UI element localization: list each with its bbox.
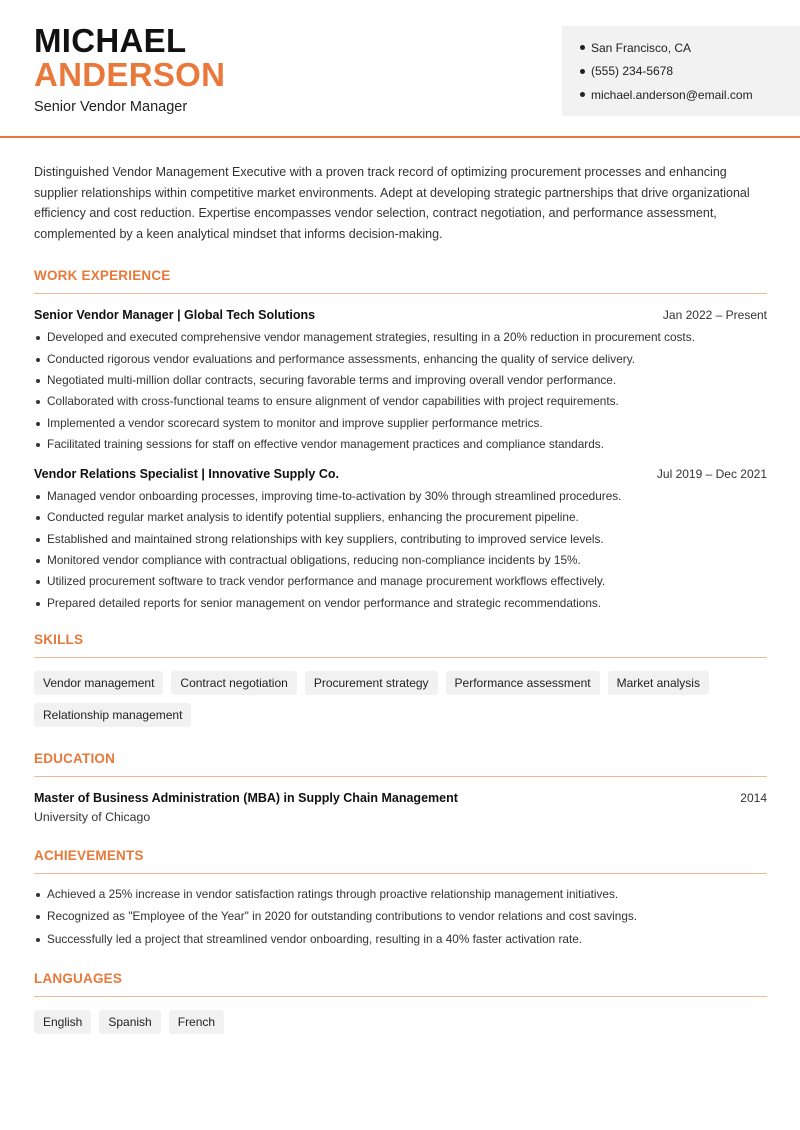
list-item: Successfully led a project that streamlined vendor onboarding, resulting in a 40% faster activation rate. bbox=[34, 931, 767, 954]
section-title-education: EDUCATION bbox=[34, 751, 767, 777]
education-section bbox=[34, 751, 767, 824]
contact-email-text[interactable]: michael.anderson@email.com bbox=[591, 87, 753, 102]
list-item: Facilitated training sessions for staff on effective vendor management practices and compliance standards. bbox=[34, 436, 767, 457]
skills-tags bbox=[34, 671, 767, 727]
list-item: Utilized procurement software to track vendor performance and manage procurement workflows effectively. bbox=[34, 573, 767, 594]
resume-header bbox=[0, 0, 800, 138]
language-tag: Spanish bbox=[99, 1010, 160, 1034]
contact-location bbox=[580, 36, 800, 60]
section-title-skills: SKILLS bbox=[34, 632, 767, 658]
list-item: Prepared detailed reports for senior management on vendor performance and strategic recommendations. bbox=[34, 595, 767, 616]
achievements-list bbox=[34, 886, 767, 954]
list-item: Established and maintained strong relationships with key suppliers, contributing to improved service levels. bbox=[34, 531, 767, 552]
skill-tag: Market analysis bbox=[608, 671, 709, 695]
contact-email[interactable] bbox=[580, 83, 800, 107]
summary: Distinguished Vendor Management Executive with a proven track record of optimizing procurement processes and enhancing supplier relationships within competitive market environments. Adept at developing strategic partnerships that drive organizational efficiency and cost reduction. Expertise encompasses vendor selection, contract negotiation, and performance assessment, complemented by a keen analytical mindset that informs decision-making. bbox=[34, 165, 750, 241]
contact-box bbox=[562, 26, 800, 116]
skill-tag: Vendor management bbox=[34, 671, 163, 695]
list-item: Recognized as "Employee of the Year" in 2020 for outstanding contributions to vendor relations and cost savings. bbox=[34, 908, 767, 931]
section-title-languages: LANGUAGES bbox=[34, 971, 767, 997]
list-item: Managed vendor onboarding processes, improving time-to-activation by 30% through streamlined procedures. bbox=[34, 488, 767, 509]
section-title-work-experience: WORK EXPERIENCE bbox=[34, 268, 767, 294]
bullet-icon bbox=[580, 69, 585, 74]
education-entry bbox=[34, 791, 767, 824]
contact-phone bbox=[580, 60, 800, 84]
languages-section bbox=[34, 971, 767, 1034]
job-role: Senior Vendor Manager | Global Tech Solutions bbox=[34, 308, 316, 323]
languages-tags bbox=[34, 1010, 767, 1034]
first-name: MICHAEL bbox=[34, 22, 187, 59]
job-bullets bbox=[34, 329, 767, 457]
last-name: ANDERSON bbox=[34, 56, 226, 93]
education-year: 2014 bbox=[740, 790, 767, 805]
skill-tag: Performance assessment bbox=[446, 671, 600, 695]
bullet-icon bbox=[580, 45, 585, 50]
job-entry bbox=[34, 308, 767, 457]
job-role: Vendor Relations Specialist | Innovative Supply Co. bbox=[34, 467, 339, 482]
job-dates: Jul 2019 – Dec 2021 bbox=[656, 467, 767, 482]
job-bullets bbox=[34, 488, 767, 616]
list-item: Negotiated multi-million dollar contracts, securing favorable terms and improving overall vendor performance. bbox=[34, 372, 767, 393]
list-item: Conducted rigorous vendor evaluations and performance assessments, enhancing the quality of service delivery. bbox=[34, 351, 767, 372]
bullet-icon bbox=[580, 92, 585, 97]
list-item: Monitored vendor compliance with contractual obligations, reducing non-compliance incidents by 15%. bbox=[34, 552, 767, 573]
skill-tag: Contract negotiation bbox=[171, 671, 296, 695]
education-degree: Master of Business Administration (MBA) in Supply Chain Management bbox=[34, 790, 458, 805]
contact-phone-text: (555) 234-5678 bbox=[591, 64, 674, 79]
list-item: Achieved a 25% increase in vendor satisfaction ratings through proactive relationship management initiatives. bbox=[34, 886, 767, 909]
job-title: Senior Vendor Manager bbox=[34, 99, 188, 115]
list-item: Developed and executed comprehensive vendor management strategies, resulting in a 20% reduction in procurement costs. bbox=[34, 329, 767, 350]
resume-body bbox=[34, 162, 767, 1034]
language-tag: French bbox=[169, 1010, 224, 1034]
list-item: Implemented a vendor scorecard system to monitor and improve supplier performance metrics. bbox=[34, 415, 767, 436]
skills-section bbox=[34, 632, 767, 727]
section-title-achievements: ACHIEVEMENTS bbox=[34, 848, 767, 874]
language-tag: English bbox=[34, 1010, 91, 1034]
skill-tag: Procurement strategy bbox=[305, 671, 438, 695]
contact-location-text: San Francisco, CA bbox=[591, 40, 692, 55]
achievements-section bbox=[34, 848, 767, 954]
education-school: University of Chicago bbox=[34, 809, 151, 824]
job-entry bbox=[34, 467, 767, 616]
list-item: Collaborated with cross-functional teams to ensure alignment of vendor capabilities with project requirements. bbox=[34, 393, 767, 414]
list-item: Conducted regular market analysis to identify potential suppliers, enhancing the procurement pipeline. bbox=[34, 509, 767, 530]
skill-tag: Relationship management bbox=[34, 703, 191, 727]
job-dates: Jan 2022 – Present bbox=[662, 308, 767, 323]
work-experience-section bbox=[34, 268, 767, 616]
